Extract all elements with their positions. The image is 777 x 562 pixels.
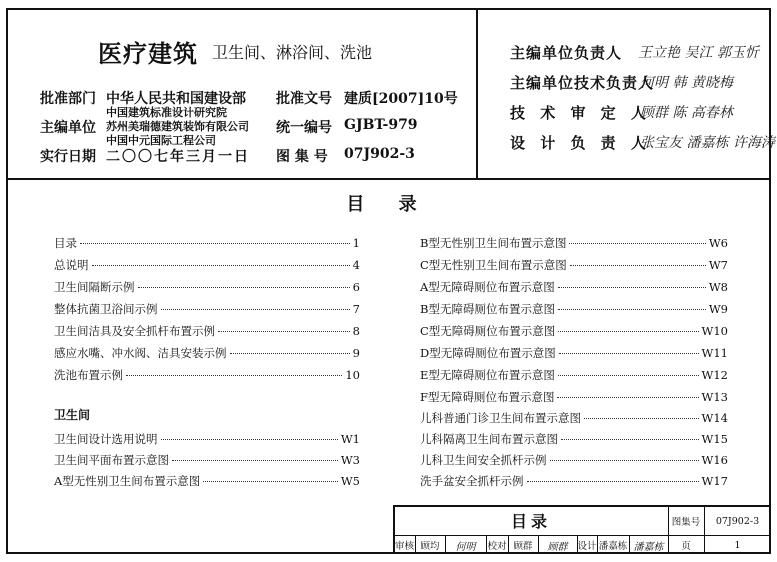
toc-entry[interactable]: 洗池布置示例 10 [54, 368, 360, 382]
toc-entry[interactable]: 目录 1 [54, 236, 360, 250]
toc-entry[interactable]: F型无障碍厕位布置示意图 W13 [420, 390, 728, 404]
check-name: 顾群 [513, 541, 533, 552]
sig-names-chief-editor: 王立艳 吴江 郭玉忻 [638, 45, 759, 61]
atlas-subtitle: 卫生间、淋浴间、洗池 [212, 43, 373, 62]
approval-no-value: 建质[2007]10号 [344, 91, 458, 107]
leader-dots [203, 481, 338, 482]
toc-entry[interactable]: 卫生间洁具及安全抓杆布置示例 8 [54, 324, 360, 338]
atlas-title: 医疗建筑 [98, 39, 198, 68]
toc-entry[interactable]: 卫生间隔断示例 6 [54, 280, 360, 294]
design-name: 潘嘉栋 [598, 541, 628, 552]
sig-label-tech-lead: 主编单位技术负责人 [510, 74, 655, 92]
toc-section-heading: 卫生间 [54, 408, 91, 422]
unified-no-label: 统一编号 [276, 120, 332, 136]
editor-label: 主编单位 [40, 120, 96, 136]
editor-unit-1: 中国建筑标准设计研究院 [106, 106, 227, 119]
page-label: 页 [681, 541, 691, 552]
toc-entry[interactable]: B型无性别卫生间布置示意图 W6 [420, 236, 728, 250]
toc-entry[interactable]: 整体抗菌卫浴间示例 7 [54, 302, 360, 316]
toc-entry[interactable]: 卫生间平面布置示意图 W3 [54, 453, 360, 467]
toc-entry[interactable]: 儿科卫生间安全抓杆示例 W16 [420, 453, 728, 467]
leader-dots [558, 331, 698, 332]
toc-heading: 目 录 [346, 194, 431, 215]
toc-entry[interactable]: 洗手盆安全抓杆示例 W17 [420, 474, 728, 488]
check-label: 校对 [487, 541, 507, 552]
leader-dots [527, 481, 699, 482]
atlas-no-value-cell: 07J902-3 [715, 515, 760, 527]
leader-dots [558, 309, 706, 310]
page-number: 1 [734, 539, 741, 551]
leader-dots [92, 265, 350, 266]
atlas-no-value: 07J902-3 [344, 146, 415, 162]
editor-unit-2: 苏州美瑞德建筑装饰有限公司 [106, 120, 249, 133]
toc-entry[interactable]: 总说明 4 [54, 258, 360, 272]
leader-dots [126, 375, 342, 376]
toc-entry[interactable]: 儿科隔离卫生间布置示意图 W15 [420, 432, 728, 446]
toc-entry[interactable]: C型无障碍厕位布置示意图 W10 [420, 324, 728, 338]
effective-date-value: 二〇〇七年三月一日 [106, 149, 250, 165]
toc-entry[interactable]: D型无障碍厕位布置示意图 W11 [420, 346, 728, 360]
toc-entry[interactable]: A型无障碍厕位布置示意图 W8 [420, 280, 728, 294]
leader-dots [161, 439, 338, 440]
sig-label-tech-review: 技 术 审 定 人 [510, 104, 651, 122]
toc-entry[interactable]: 感应水嘴、冲水阀、洁具安装示例 9 [54, 346, 360, 360]
toc-entry[interactable]: 儿科普通门诊卫生间布置示意图 W14 [420, 411, 728, 425]
editor-unit-3: 中国中元国际工程公司 [106, 134, 216, 147]
check-signature: 顾群 [547, 541, 568, 553]
leader-dots [561, 439, 699, 440]
review-signature: 何明 [455, 541, 476, 553]
leader-dots [161, 309, 350, 310]
toc-entry[interactable]: A型无性别卫生间布置示意图 W5 [54, 474, 360, 488]
leader-dots [550, 460, 699, 461]
leader-dots [80, 243, 350, 244]
leader-dots [584, 418, 699, 419]
leader-dots [569, 243, 705, 244]
unified-no-value: GJBT-979 [344, 117, 418, 133]
sig-names-design-lead: 张宝友 潘嘉栋 许海涛 [640, 135, 775, 151]
toc-entry[interactable]: 卫生间设计选用说明 W1 [54, 432, 360, 446]
design-signature: 潘嘉栋 [633, 541, 664, 553]
leader-dots [558, 375, 699, 376]
approval-no-label: 批准文号 [276, 91, 332, 107]
sig-label-chief-editor: 主编单位负责人 [510, 44, 623, 62]
header-divider [6, 178, 771, 180]
toc-entry[interactable]: E型无障碍厕位布置示意图 W12 [420, 368, 728, 382]
approval-dept-value: 中华人民共和国建设部 [106, 91, 246, 107]
leader-dots [570, 265, 706, 266]
design-label: 设计 [577, 541, 597, 552]
sig-label-design-lead: 设 计 负 责 人 [510, 134, 651, 152]
review-label: 审核 [394, 541, 414, 552]
sig-names-tech-review: 顾群 陈 高春林 [640, 105, 733, 121]
leader-dots [557, 397, 698, 398]
sig-names-tech-lead: 何明 韩 黄晓梅 [640, 75, 733, 91]
toc-entry[interactable]: C型无性别卫生间布置示意图 W7 [420, 258, 728, 272]
review-name: 顾均 [420, 541, 440, 552]
leader-dots [230, 353, 350, 354]
leader-dots [558, 287, 706, 288]
atlas-no-label-cell: 图集号 [671, 517, 701, 528]
effective-date-label: 实行日期 [40, 149, 96, 165]
approval-dept-label: 批准部门 [40, 91, 96, 107]
header-vertical-divider [476, 8, 478, 180]
toc-entry[interactable]: B型无障碍厕位布置示意图 W9 [420, 302, 728, 316]
leader-dots [559, 353, 699, 354]
leader-dots [218, 331, 350, 332]
leader-dots [172, 460, 338, 461]
leader-dots [138, 287, 350, 288]
title-block-title: 目录 [510, 511, 551, 531]
atlas-no-label: 图 集 号 [276, 149, 328, 165]
